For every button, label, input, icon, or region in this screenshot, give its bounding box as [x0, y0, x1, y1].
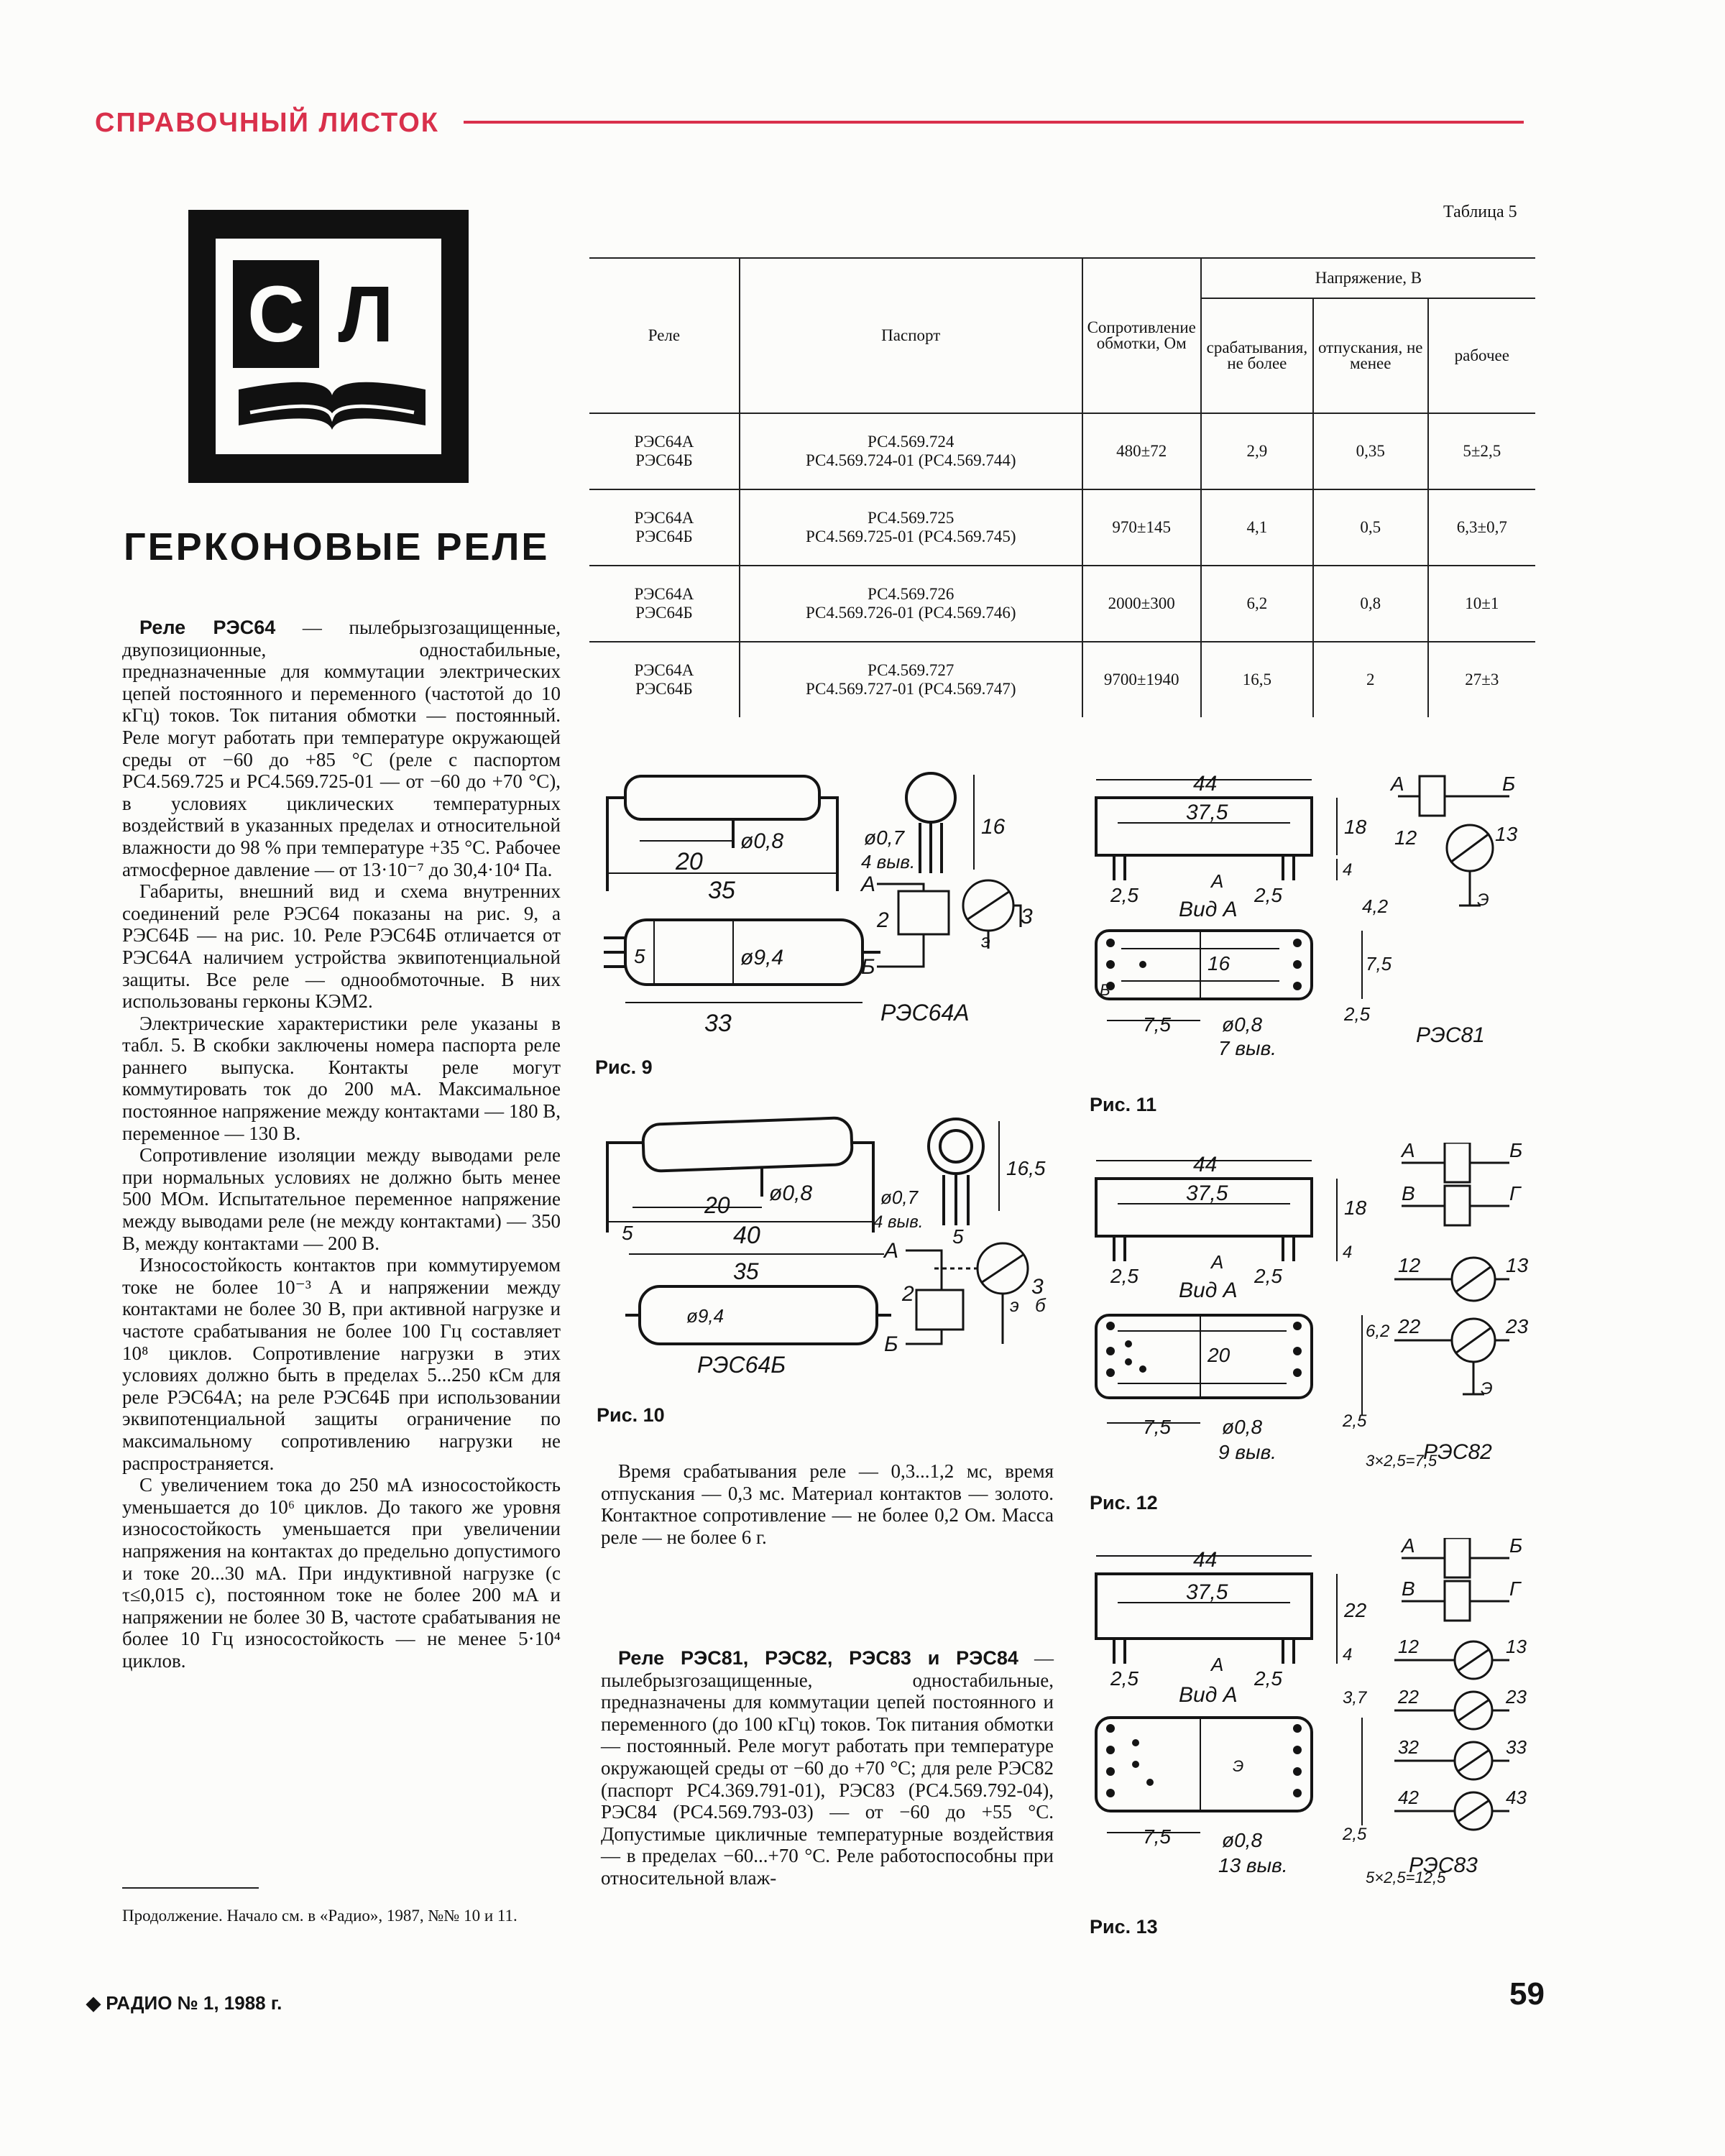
section-logo: [188, 210, 469, 483]
col-header-voltage: Напряжение, В: [1201, 258, 1535, 298]
pin-label: 2: [877, 908, 889, 932]
pin-label: 13: [1506, 1254, 1529, 1276]
dim-label: 7,5: [1143, 1013, 1171, 1036]
pin-label: А: [861, 872, 876, 896]
pin-label: 33: [1506, 1736, 1527, 1758]
figure-11-caption: Рис. 11: [1090, 1094, 1157, 1115]
dim-label: 16: [981, 815, 1006, 839]
pin-label: Б: [861, 955, 875, 979]
pin-label: Б: [1509, 1143, 1523, 1161]
col-header-passport: Паспорт: [740, 258, 1082, 413]
dim-label: 9 выв.: [1218, 1441, 1276, 1463]
dim-label: 4 выв.: [861, 851, 916, 872]
dim-label: 7,5: [1366, 953, 1392, 975]
relay-b: РЭС64Б: [635, 528, 693, 545]
pin-label: В: [1100, 981, 1110, 999]
dim-label: 35: [708, 877, 735, 904]
pin-label: В: [1402, 1182, 1415, 1204]
dim-label: 40: [733, 1222, 760, 1249]
pin-label: В: [1402, 1577, 1415, 1600]
pin-label: 12: [1398, 1636, 1419, 1657]
coil-symbol: [1445, 1143, 1470, 1182]
cell-passport: [740, 566, 1082, 642]
lead-left: [607, 1143, 643, 1233]
relay-table: [589, 257, 1535, 717]
pin-label: 13: [1495, 823, 1518, 845]
cell-resistance: 970±145: [1082, 489, 1201, 566]
passport-a: РС4.569.724: [868, 433, 954, 451]
paragraph: Электрические характеристики реле указаны в табл. 5. В скобки заключены номера паспорта реле раннего выпуска. Контакты реле могут коммутировать ток до 200 мА. Максимальное постоянное напряжение между контактами — 180 В, переменное — 130 В.: [122, 1012, 561, 1144]
cell-relay: [589, 642, 740, 717]
paragraph: Время срабатывания реле — 0,3...1,2 мс, время отпускания — 0,3 мс. Материал контактов — золото. Контактное сопротивление — не более 0,2 Ом. Масса реле — не более 6 г.: [601, 1460, 1054, 1548]
dim-label: Вид А: [1179, 1279, 1238, 1302]
relay-body-top: [640, 1286, 877, 1344]
passport-b: РС4.569.725-01 (РС4.569.745): [805, 528, 1016, 545]
cell-working: 27±3: [1428, 642, 1535, 717]
pin-label: 42: [1398, 1787, 1419, 1808]
schematic-res64a: [877, 880, 1021, 967]
cell-working: 6,3±0,7: [1428, 489, 1535, 566]
cell-operate: 16,5: [1201, 642, 1313, 717]
relay-b: РЭС64Б: [635, 680, 693, 698]
dim-label: 5: [952, 1225, 964, 1248]
article-column-mid-lower: [601, 1647, 1054, 1889]
paragraph-text: — пылебрызгозащищенные, одностабильные, предназначены для коммутации цепей постоянного и переменного (до 100 кГц) токов. Ток питания обмотки — постоянный. Реле могут работать при температуре окружающей среды от −60 до +70 °С; для реле РЭС82 (паспорт РС4.369.791-01), РЭС83 (РС4.569.792-04), РЭС84 (РС4.569.793-03) — от −60 до +55 °С. Допустимые цикличные температурные воздействия — в пределах −60...+70 °С. Реле работоспособны при относительной влаж-: [601, 1647, 1054, 1889]
pin-label: А: [1391, 773, 1404, 795]
paragraph-text: — пылебрызгозащищенные, двупозиционные, одностабильные, предназначенные для коммутации электрических цепей постоянного и переменного (частотой до 10 кГц) токов. Ток питания обмотки — постоянный. Реле могут работать при температуре окружающей среды от −60 до +85 °С (реле с паспортом РС4.569.725 и РС4.569.725-01 — от −60 до +70 °С), в условиях циклических температурных воздействий в указанных пределах и относительной влажности до 98 % при температуре +35 °С. Рабочее атмосферное давление — от 13·10⁻⁷ до 30,4·10⁴ Па.: [122, 617, 561, 880]
table-row: [589, 413, 1535, 489]
coil-symbol: [1445, 1581, 1470, 1621]
pin-label: 23: [1506, 1315, 1529, 1337]
dim-label: 20: [704, 1192, 730, 1218]
pin-label: Б: [884, 1332, 898, 1356]
figure-13-caption: Рис. 13: [1090, 1916, 1158, 1938]
page-number: 59: [1509, 1976, 1545, 2012]
pin-label: Г: [1509, 1182, 1521, 1204]
passport-b: РС4.569.726-01 (РС4.569.746): [805, 604, 1016, 622]
cell-relay: [589, 489, 740, 566]
dim-label: 20: [676, 848, 703, 875]
dim-label: ø9,4: [740, 946, 784, 969]
relay-body-bottom: [1096, 931, 1312, 999]
relay-a: РЭС64А: [634, 509, 694, 527]
cell-resistance: 9700±1940: [1082, 642, 1201, 717]
coil-symbol: [898, 891, 949, 934]
article-column-left: [122, 617, 561, 1672]
dim-label: ø0,8: [769, 1181, 813, 1205]
dim-label: 44: [1193, 1153, 1218, 1176]
paragraph: С увеличением тока до 250 мА износостойкость уменьшается до 10⁶ циклов. До такого же уровня износостойкость уменьшается при увеличении напряжения на контактах до предельно допустимого и токе 20...30 мА. При индуктивной нагрузке (с τ≤0,015 с), постоянном токе не более 200 мА и напряжении не более 30 В, частоте срабатывания не более 10 Гц износостойкость — не менее 5·10⁴ циклов.: [122, 1474, 561, 1672]
pin-label: Э: [1477, 890, 1489, 910]
cell-release: 0,35: [1313, 413, 1428, 489]
dim-label: 18: [1344, 1197, 1367, 1219]
lead-term: Реле РЭС64: [139, 617, 276, 638]
dim-label: 7 выв.: [1218, 1037, 1276, 1059]
col-header-resistance: Сопротивление обмотки, Ом: [1082, 258, 1201, 413]
figure-9-drawing: [589, 755, 1064, 1092]
dim-label: 5×2,5=12,5: [1366, 1869, 1446, 1886]
lead-term: Реле РЭС81, РЭС82, РЭС83 и РЭС84: [618, 1647, 1018, 1669]
dim-label: 4: [1343, 860, 1353, 880]
figure-12-drawing: [1078, 1143, 1538, 1480]
cell-passport: [740, 489, 1082, 566]
footnote-rule: [122, 1887, 259, 1889]
dim-label: 37,5: [1186, 1580, 1228, 1604]
dim-label: ø9,4: [686, 1305, 724, 1327]
table-row: [589, 489, 1535, 566]
dim-label: 2,5: [1254, 1667, 1282, 1690]
dim-label: 4: [1343, 1645, 1353, 1664]
cell-release: 0,8: [1313, 566, 1428, 642]
pin-label: б: [1035, 1294, 1046, 1316]
pin-label: 12: [1394, 826, 1417, 849]
dim-label: 13 выв.: [1218, 1854, 1288, 1876]
dim-label: 5: [634, 945, 645, 967]
dim-label: 33: [704, 1010, 732, 1037]
pin-label: Б: [1509, 1538, 1523, 1557]
dim-label: 7,5: [1143, 1416, 1171, 1438]
dim-label: 3,7: [1343, 1688, 1367, 1708]
passport-a: РС4.569.727: [868, 661, 954, 679]
dim-label: 4,2: [1362, 895, 1389, 917]
figure-9-caption: Рис. 9: [595, 1056, 653, 1078]
relay-a: РЭС64А: [634, 433, 694, 451]
schematic-res64b: [906, 1243, 1028, 1344]
paragraph: [122, 617, 561, 880]
pin-label: А: [884, 1239, 899, 1263]
cell-operate: 4,1: [1201, 489, 1313, 566]
coil-symbol: [1445, 1538, 1470, 1577]
dim-label: ø0,8: [1222, 1829, 1263, 1851]
dim-label: 3×2,5=7,5: [1366, 1452, 1438, 1470]
col-header-working: рабочее: [1428, 298, 1535, 413]
figure-10-drawing: [589, 1107, 1064, 1409]
cell-resistance: 480±72: [1082, 413, 1201, 489]
dim-label: ø0,8: [1222, 1013, 1263, 1036]
pin-label: 23: [1506, 1686, 1527, 1708]
lead-right: [819, 798, 837, 891]
relay-b: РЭС64Б: [635, 604, 693, 622]
paragraph: Износостойкость контактов при коммутируемом токе не более 10⁻³ А и напряжении между контактами не более 30 В, при активной нагрузке и частоте срабатывания не более 100 Гц составляет 10⁸ циклов. Сопротивление нагрузки в этих условиях должно быть в пределах 5...250 кСм для реле РЭС64А; на реле РЭС64Б при использовании эквипотенциальной защиты ограничение по максимальному сопротивлению нагрузки не распространяется.: [122, 1254, 561, 1474]
passport-b: РС4.569.724-01 (РС4.569.744): [805, 451, 1016, 469]
dim-label: 2,5: [1110, 1667, 1138, 1690]
footnote: Продолжение. Начало см. в «Радио», 1987, №№ 10 и 11.: [122, 1907, 518, 1925]
cell-relay: [589, 566, 740, 642]
relay-body-side: [643, 1118, 852, 1171]
passport-b: РС4.569.727-01 (РС4.569.747): [805, 680, 1016, 698]
rubric-title: СПРАВОЧНЫЙ ЛИСТОК: [95, 108, 439, 138]
dim-label: 35: [733, 1258, 759, 1284]
model-label: РЭС82: [1423, 1440, 1492, 1464]
pin-label: Г: [1509, 1577, 1521, 1600]
paragraph: [601, 1647, 1054, 1889]
lead-left: [607, 798, 625, 891]
cell-operate: 2,9: [1201, 413, 1313, 489]
pin-label: 3: [1031, 1275, 1044, 1299]
cell-working: 5±2,5: [1428, 413, 1535, 489]
pin-label: Б: [1502, 773, 1516, 795]
dim-label: 20: [1208, 1344, 1230, 1366]
dim-label: 37,5: [1186, 801, 1228, 824]
paragraph: Габариты, внешний вид и схема внутренних соединений реле РЭС64 показаны на рис. 9, а РЭС64Б — на рис. 10. Реле РЭС64Б отличается от РЭС64А наличием устройства эквипотенциальной защиты. Все реле — однообмоточные. В них использованы герконы КЭМ2.: [122, 880, 561, 1013]
magazine-issue: ◆ РАДИО № 1, 1988 г.: [86, 1992, 282, 2014]
pin-label: А: [1402, 1143, 1415, 1161]
pin-label: 3: [1021, 905, 1033, 929]
dim-label: Вид А: [1179, 1683, 1238, 1707]
cell-passport: [740, 642, 1082, 717]
dim-label: 6,2: [1366, 1322, 1390, 1341]
article-column-mid-upper: [601, 1460, 1054, 1548]
dim-label: 22: [1344, 1599, 1367, 1621]
figure-12-caption: Рис. 12: [1090, 1492, 1158, 1514]
col-header-release: отпускания, не менее: [1313, 298, 1428, 413]
dim-label: 5: [622, 1222, 633, 1244]
figure-10-caption: Рис. 10: [597, 1404, 665, 1426]
dim-label: А: [1211, 1251, 1224, 1273]
passport-a: РС4.569.726: [868, 585, 954, 603]
coil-symbol: [1420, 776, 1445, 816]
dim-label: 18: [1344, 816, 1367, 838]
logo-letter-l: Л: [338, 270, 394, 359]
dim-label: 2,5: [1344, 1003, 1371, 1025]
cell-resistance: 2000±300: [1082, 566, 1201, 642]
model-label: РЭС64А: [880, 1000, 970, 1026]
relay-end-view: [929, 1119, 983, 1174]
dim-label: А: [1211, 1654, 1224, 1675]
cell-operate: 6,2: [1201, 566, 1313, 642]
coil-symbol: [916, 1290, 963, 1330]
pin-label: 12: [1398, 1254, 1421, 1276]
pin-label: 43: [1506, 1787, 1527, 1808]
cell-release: 0,5: [1313, 489, 1428, 566]
dim-label: 7,5: [1143, 1825, 1171, 1848]
dim-label: 37,5: [1186, 1181, 1228, 1205]
rubric-divider: [464, 121, 1524, 124]
dim-label: 2,5: [1343, 1411, 1367, 1431]
cell-relay: [589, 413, 740, 489]
col-header-operate: срабатывания, не более: [1201, 298, 1313, 413]
coil-symbol: [1445, 1186, 1470, 1225]
pin-label: 32: [1398, 1736, 1419, 1758]
model-label: РЭС64Б: [697, 1352, 786, 1378]
dim-label: 44: [1193, 1548, 1218, 1572]
pin-label: А: [1402, 1538, 1415, 1557]
figure-13-drawing: [1078, 1538, 1538, 1904]
pin-label: 22: [1398, 1315, 1421, 1337]
dim-label: Вид А: [1179, 898, 1238, 921]
table-row: [589, 566, 1535, 642]
pin-label: Э: [1233, 1757, 1244, 1775]
dim-label: ø0,7: [864, 826, 905, 849]
relay-body-bottom: [1096, 1315, 1312, 1398]
dim-label: ø0,8: [1222, 1416, 1263, 1438]
relay-a: РЭС64А: [634, 585, 694, 603]
dim-label: 2,5: [1110, 1265, 1138, 1287]
lead-right: [852, 1143, 873, 1233]
figure-11-drawing: [1078, 762, 1538, 1078]
dim-label: 2,5: [1254, 884, 1282, 906]
table-row: [589, 642, 1535, 717]
logo-letter-c: С: [247, 270, 305, 359]
model-label: РЭС83: [1409, 1853, 1478, 1877]
col-header-relay: Реле: [589, 258, 740, 413]
pin-label: э: [1010, 1294, 1019, 1316]
dim-label: ø0,7: [880, 1187, 919, 1208]
pin-label: Э: [1481, 1379, 1493, 1399]
dim-label: 16,5: [1006, 1157, 1046, 1179]
pin-label: 22: [1398, 1686, 1419, 1708]
dim-label: ø0,8: [740, 829, 784, 853]
table-caption: Таблица 5: [1443, 203, 1517, 221]
article-title: ГЕРКОНОВЫЕ РЕЛЕ: [124, 525, 550, 568]
cell-working: 10±1: [1428, 566, 1535, 642]
relay-end-view: [906, 773, 955, 822]
relay-body-side: [625, 776, 819, 819]
pin-label: э: [981, 930, 990, 952]
passport-a: РС4.569.725: [868, 509, 954, 527]
model-label: РЭС81: [1416, 1023, 1485, 1047]
dim-label: 4: [1343, 1243, 1353, 1262]
pin-label: 13: [1506, 1636, 1527, 1657]
dim-label: 2,5: [1110, 884, 1138, 906]
dim-label: 2,5: [1254, 1265, 1282, 1287]
relay-a: РЭС64А: [634, 661, 694, 679]
paragraph: Сопротивление изоляции между выводами реле при нормальных условиях не должно быть менее 500 МОм. Испытательное переменное напряжение между выводами реле (не между контактами) — 350 В, между контактами — 200 В.: [122, 1144, 561, 1254]
cell-release: 2: [1313, 642, 1428, 717]
dim-label: А: [1211, 870, 1224, 892]
relay-body-bottom: [1096, 1718, 1312, 1811]
dim-label: 2,5: [1343, 1825, 1367, 1844]
dim-label: 16: [1208, 952, 1230, 975]
relay-b: РЭС64Б: [635, 451, 693, 469]
cell-passport: [740, 413, 1082, 489]
dim-label: 4 выв.: [873, 1212, 924, 1232]
pin-label: 2: [902, 1282, 914, 1306]
dim-label: 44: [1193, 772, 1218, 796]
